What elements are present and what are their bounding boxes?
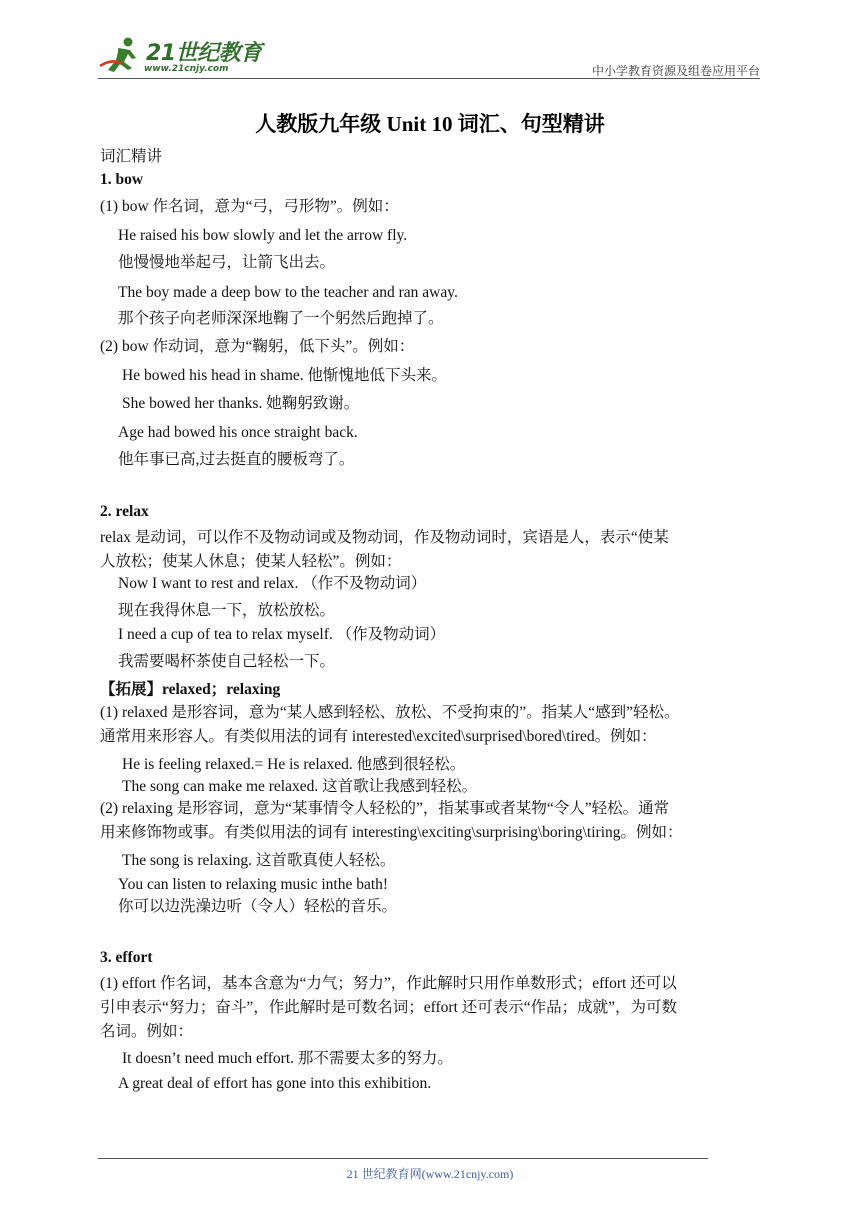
- paragraph: 人放松；使某人休息；使某人轻松”。例如：: [100, 553, 402, 570]
- example-sentence: Now I want to rest and relax. （作不及物动词）: [118, 575, 427, 592]
- example-translation: 他慢慢地举起弓，让箭飞出去。: [118, 254, 336, 271]
- header-divider: [98, 78, 760, 79]
- example-translation: 那个孩子向老师深深地鞠了一个躬然后跑掉了。: [118, 310, 444, 327]
- extension-heading: 【拓展】relaxed；relaxing: [100, 681, 281, 698]
- example-sentence: A great deal of effort has gone into this exhibition.: [118, 1075, 432, 1092]
- vocab-heading-bow: 1. bow: [100, 171, 144, 188]
- vocab-heading-effort: 3. effort: [100, 949, 153, 966]
- example-sentence: Age had bowed his once straight back.: [118, 424, 358, 441]
- example-sentence: He is feeling relaxed.= He is relaxed. 他感到很轻松。: [122, 756, 466, 773]
- paragraph: (1) effort 作名词，基本含意为“力气；努力”，作此解时只用作单数形式；effort 还可以: [100, 975, 677, 992]
- example-sentence: She bowed her thanks. 她鞠躬致谢。: [122, 395, 360, 412]
- platform-label: 中小学教育资源及组卷应用平台: [591, 64, 760, 78]
- example-translation: 现在我得休息一下，放松放松。: [118, 602, 336, 619]
- paragraph: (2) bow 作动词，意为“鞠躬，低下头”。例如：: [100, 338, 415, 355]
- logo-url: www.21cnjy.com: [144, 64, 229, 74]
- example-sentence: You can listen to relaxing music inthe bath!: [118, 876, 389, 893]
- paragraph: (1) relaxed 是形容词，意为“某人感到轻松、放松、不受拘束的”。指某人“感到”轻松。: [100, 704, 680, 721]
- runner-logo-icon: [98, 36, 144, 76]
- example-translation: 我需要喝杯茶使自己轻松一下。: [118, 653, 336, 670]
- page-footer: 21 世纪教育网(www.21cnjy.com): [346, 1167, 514, 1181]
- paragraph: 通常用来形容人。有类似用法的词有 interested\excited\surprised\bored\tired。例如：: [100, 728, 657, 745]
- paragraph: 用来修饰物或事。有类似用法的词有 interesting\exciting\surprising\boring\tiring。例如：: [100, 824, 683, 841]
- paragraph: 名词。例如：: [100, 1023, 194, 1040]
- footer-divider: [98, 1158, 708, 1159]
- page-header: [98, 30, 760, 80]
- site-logo: [98, 36, 268, 76]
- example-sentence: The boy made a deep bow to the teacher and ran away.: [118, 284, 458, 301]
- example-translation: 你可以边洗澡边听（令人）轻松的音乐。: [118, 898, 398, 915]
- example-sentence: He raised his bow slowly and let the arrow fly.: [118, 227, 408, 244]
- example-sentence: He bowed his head in shame. 他惭愧地低下头来。: [122, 367, 448, 384]
- paragraph: (1) bow 作名词，意为“弓，弓形物”。例如：: [100, 198, 399, 215]
- example-sentence: The song can make me relaxed. 这首歌让我感到轻松。: [122, 778, 478, 795]
- example-sentence: It doesn’t need much effort. 那不需要太多的努力。: [122, 1050, 453, 1067]
- page-title: 人教版九年级 Unit 10 词汇、句型精讲: [255, 112, 605, 136]
- example-translation: 他年事已高,过去挺直的腰板弯了。: [118, 451, 355, 468]
- logo-text: 21世纪教育: [146, 41, 262, 66]
- example-sentence: I need a cup of tea to relax myself. （作及物动词）: [118, 626, 446, 643]
- paragraph: relax 是动词，可以作不及物动词或及物动词，作及物动词时，宾语是人，表示“使某: [100, 529, 669, 546]
- example-sentence: The song is relaxing. 这首歌真使人轻松。: [122, 852, 396, 869]
- paragraph: 引申表示“努力；奋斗”，作此解时是可数名词；effort 还可表示“作品；成就”，为可数: [100, 999, 678, 1016]
- paragraph: (2) relaxing 是形容词，意为“某事情令人轻松的”，指某事或者某物“令人”轻松。通常: [100, 800, 670, 817]
- vocab-heading-relax: 2. relax: [100, 503, 149, 520]
- section-heading: 词汇精讲: [100, 148, 163, 165]
